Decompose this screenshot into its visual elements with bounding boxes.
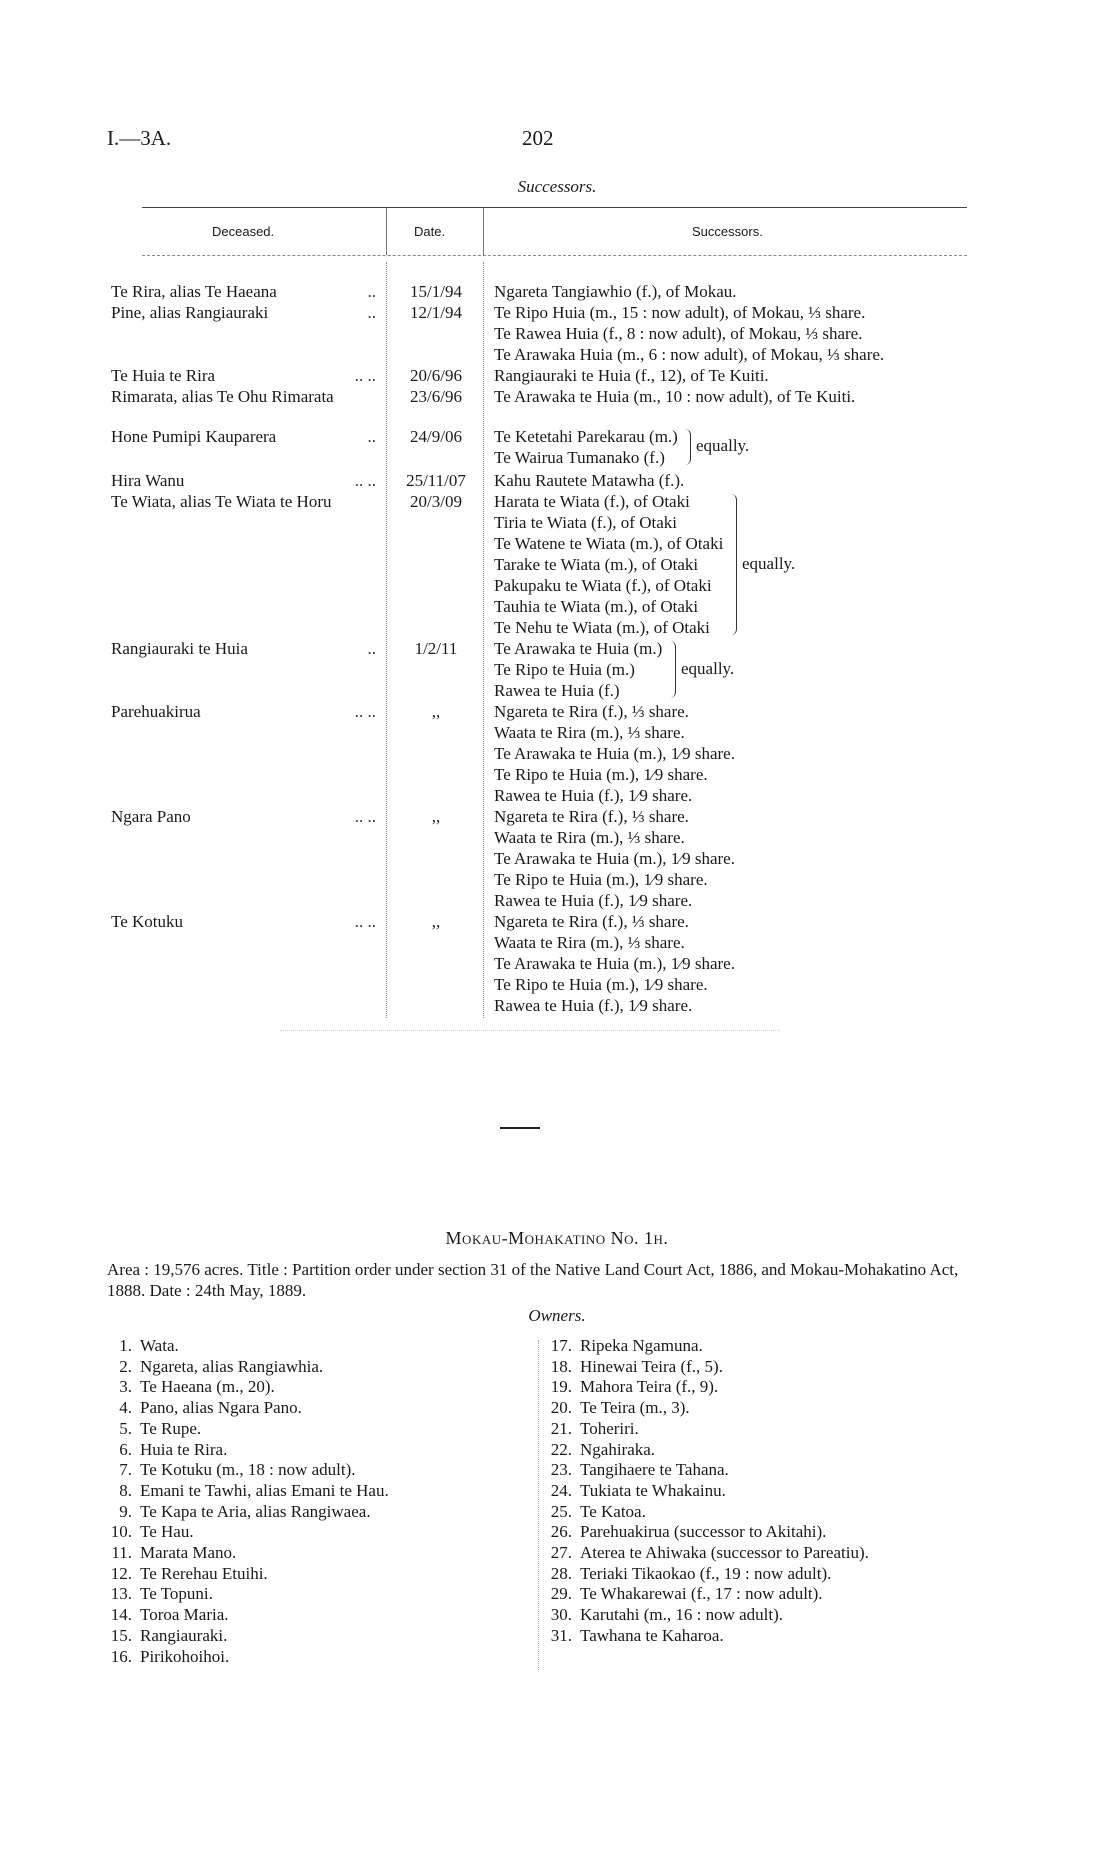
date-cell: ,, xyxy=(431,912,441,931)
deceased-name: Ngara Pano xyxy=(111,807,191,826)
date-cell: 23/6/96 xyxy=(410,387,462,406)
successor-entry: Waata te Rira (m.), ⅓ share. xyxy=(494,933,685,952)
deceased-name: Pine, alias Rangiauraki xyxy=(111,303,269,322)
owner-number: 28. xyxy=(550,1563,572,1583)
owner-name: Hinewai Teira (f., 5). xyxy=(580,1356,723,1376)
owner-number: 10. xyxy=(110,1522,132,1542)
date-cell: 15/1/94 xyxy=(410,282,462,301)
block-area-description: Area : 19,576 acres. Title : Partition order under section 31 of the Native Land Court Act, 1886, and Mokau-Mohakatino Act, 1888. Date : 24th May, 1889. xyxy=(107,1260,959,1300)
owner-number: 11. xyxy=(111,1543,132,1563)
successor-entry: Te Ripo Huia (m., 15 : now adult), of Mokau, ⅓ share. xyxy=(494,303,866,322)
date-cell: 24/9/06 xyxy=(410,427,462,446)
block-title-text: Mokau-Mohakatino No. 1h. xyxy=(445,1228,669,1248)
owner-list-item xyxy=(100,1584,389,1605)
owner-name: Te Rupe. xyxy=(140,1418,202,1438)
owners-column-divider xyxy=(538,1340,539,1670)
successor-entry: Te Arawaka te Huia (m.), 1⁄9 share. xyxy=(494,744,735,763)
owner-number: 7. xyxy=(119,1460,132,1480)
successor-entry: Tiria te Wiata (f.), of Otaki xyxy=(494,513,677,532)
owner-number: 8. xyxy=(119,1480,132,1500)
owners-list-right xyxy=(540,1336,869,1647)
date-cell: 1/2/11 xyxy=(414,639,458,658)
owner-number: 1. xyxy=(119,1336,132,1355)
owner-name: Tukiata te Whakainu. xyxy=(580,1480,726,1500)
successor-entry: Ngareta te Rira (f.), ⅓ share. xyxy=(494,807,689,826)
owner-name: Te Katoa. xyxy=(580,1501,646,1521)
owner-number: 26. xyxy=(550,1522,572,1542)
successor-entry: Ngareta Tangiawhio (f.), of Mokau. xyxy=(494,282,737,301)
successor-entry: Waata te Rira (m.), ⅓ share. xyxy=(494,723,685,742)
owner-list-item xyxy=(100,1626,389,1647)
successor-entry: Kahu Rautete Matawha (f.). xyxy=(494,471,685,490)
successor-entry: Te Arawaka te Huia (m., 10 : now adult), of Te Kuiti. xyxy=(494,387,856,406)
owner-number: 20. xyxy=(550,1398,572,1418)
table-bottom-rule xyxy=(280,1030,780,1031)
leader-dots: .. xyxy=(367,282,376,301)
successors-title: Successors. xyxy=(517,177,597,196)
deceased-name: Te Rira, alias Te Haeana xyxy=(111,282,277,301)
owner-name: Ngareta, alias Rangiawhia. xyxy=(140,1356,324,1376)
owner-name: Mahora Teira (f., 9). xyxy=(580,1377,719,1397)
grouping-brace xyxy=(684,429,691,465)
deceased-name: Hira Wanu xyxy=(111,471,185,490)
owner-list-item xyxy=(100,1647,389,1668)
leader-dots: .. xyxy=(367,639,376,658)
date-cell: 20/6/96 xyxy=(410,366,462,385)
owner-number: 22. xyxy=(550,1439,572,1459)
owner-list-item xyxy=(100,1336,389,1357)
owner-name: Rangiauraki. xyxy=(140,1625,228,1645)
successor-entry: Te Arawaka te Huia (m.) xyxy=(494,639,663,658)
owner-list-item xyxy=(540,1460,869,1481)
owner-number: 23. xyxy=(550,1460,572,1480)
owner-number: 16. xyxy=(110,1646,132,1666)
owner-list-item xyxy=(540,1564,869,1585)
equally-label: equally. xyxy=(742,553,796,573)
owner-list-item xyxy=(540,1440,869,1461)
successor-entry: Rawea te Huia (f.), 1⁄9 share. xyxy=(494,786,693,805)
owner-list-item xyxy=(540,1626,869,1647)
successor-entry: Rawea te Huia (f.), 1⁄9 share. xyxy=(494,891,693,910)
date-cell: ,, xyxy=(431,702,441,721)
owner-name: Tawhana te Kaharoa. xyxy=(580,1625,724,1645)
owner-number: 4. xyxy=(119,1398,132,1418)
document-reference: I.—3A. xyxy=(107,126,172,150)
block-title xyxy=(0,1228,1114,1249)
owner-list-item xyxy=(100,1357,389,1378)
deceased-name: Rangiauraki te Huia xyxy=(111,639,248,658)
deceased-name: Parehuakirua xyxy=(111,702,201,721)
successor-entry: Te Nehu te Wiata (m.), of Otaki xyxy=(494,618,710,637)
owner-number: 27. xyxy=(550,1543,572,1563)
owner-name: Te Topuni. xyxy=(140,1584,213,1604)
owner-list-item xyxy=(540,1377,869,1398)
owner-number: 13. xyxy=(110,1584,132,1604)
equally-label: equally. xyxy=(696,436,750,455)
successor-entry: Te Watene te Wiata (m.), of Otaki xyxy=(494,534,724,553)
owner-number: 5. xyxy=(119,1418,132,1438)
leader-dots: .. .. xyxy=(354,702,376,721)
successor-entry: Rawea te Huia (f.) xyxy=(494,681,620,700)
owner-list-item xyxy=(540,1584,869,1605)
owner-number: 2. xyxy=(119,1356,132,1376)
table-header-rule xyxy=(142,255,967,256)
owner-list-item xyxy=(540,1419,869,1440)
owner-name: Toroa Maria. xyxy=(140,1605,229,1625)
date-cell: ,, xyxy=(431,807,441,826)
owner-list-item xyxy=(100,1377,389,1398)
table-top-rule xyxy=(142,207,967,208)
successor-entry: Ngareta te Rira (f.), ⅓ share. xyxy=(494,912,689,931)
owner-name: Karutahi (m., 16 : now adult). xyxy=(580,1605,784,1625)
owner-name: Te Kotuku (m., 18 : now adult). xyxy=(140,1460,356,1480)
successor-entry: Te Ripo te Huia (m.), 1⁄9 share. xyxy=(494,870,708,889)
owner-number: 31. xyxy=(550,1625,572,1645)
deceased-name: Rimarata, alias Te Ohu Rimarata xyxy=(111,387,334,406)
owner-list-item xyxy=(100,1460,389,1481)
owner-name: Te Haeana (m., 20). xyxy=(140,1377,275,1397)
successor-entry: Te Ketetahi Parekarau (m.) xyxy=(494,427,678,446)
leader-dots: .. xyxy=(367,303,376,322)
leader-dots: .. .. xyxy=(354,366,376,385)
owner-number: 12. xyxy=(110,1563,132,1583)
column-divider-header-2 xyxy=(483,208,484,255)
owner-name: Wata. xyxy=(140,1336,179,1355)
successor-entry: Tarake te Wiata (m.), of Otaki xyxy=(494,555,699,574)
owner-name: Te Teira (m., 3). xyxy=(580,1398,690,1418)
column-divider-header-1 xyxy=(386,208,387,255)
deceased-name: Te Kotuku xyxy=(111,912,183,931)
owner-list-item xyxy=(100,1543,389,1564)
successor-entry: Pakupaku te Wiata (f.), of Otaki xyxy=(494,576,712,595)
owner-number: 19. xyxy=(550,1377,572,1397)
owner-name: Te Rerehau Etuihi. xyxy=(140,1563,268,1583)
owner-list-item xyxy=(100,1522,389,1543)
owner-list-item xyxy=(100,1605,389,1626)
owner-number: 14. xyxy=(110,1605,132,1625)
owner-list-item xyxy=(540,1336,869,1357)
owner-number: 30. xyxy=(550,1605,572,1625)
owner-name: Te Hau. xyxy=(140,1522,194,1542)
owner-number: 25. xyxy=(550,1501,572,1521)
column-header-deceased: Deceased. xyxy=(212,224,275,239)
section-divider xyxy=(500,1127,540,1129)
successor-entry: Harata te Wiata (f.), of Otaki xyxy=(494,492,690,511)
owner-list-item xyxy=(100,1398,389,1419)
successor-entry: Te Arawaka te Huia (m.), 1⁄9 share. xyxy=(494,849,735,868)
owner-list-item xyxy=(540,1522,869,1543)
successor-entry: Rangiauraki te Huia (f., 12), of Te Kuiti. xyxy=(494,366,769,385)
owner-number: 17. xyxy=(550,1336,572,1355)
successor-entry: Waata te Rira (m.), ⅓ share. xyxy=(494,828,685,847)
successor-entry: Te Rawea Huia (f., 8 : now adult), of Mokau, ⅓ share. xyxy=(494,324,863,343)
owner-list-item xyxy=(540,1543,869,1564)
owner-name: Ngahiraka. xyxy=(580,1439,656,1459)
owner-name: Pano, alias Ngara Pano. xyxy=(140,1398,302,1418)
page-number: 202 xyxy=(522,126,554,150)
owner-name: Teriaki Tikaokao (f., 19 : now adult). xyxy=(580,1563,832,1583)
owner-name: Huia te Rira. xyxy=(140,1439,228,1459)
successor-entry: Te Ripo te Huia (m.), 1⁄9 share. xyxy=(494,765,708,784)
owner-number: 29. xyxy=(550,1584,572,1604)
owner-name: Te Whakarewai (f., 17 : now adult). xyxy=(580,1584,823,1604)
successor-entry: Te Arawaka Huia (m., 6 : now adult), of Mokau, ⅓ share. xyxy=(494,345,885,364)
date-cell: 12/1/94 xyxy=(410,303,462,322)
successor-entry: Rawea te Huia (f.), 1⁄9 share. xyxy=(494,996,693,1015)
owner-list-item xyxy=(540,1398,869,1419)
owner-number: 6. xyxy=(119,1439,132,1459)
owner-name: Aterea te Ahiwaka (successor to Pareatiu). xyxy=(580,1543,869,1563)
column-header-successors: Successors. xyxy=(692,224,763,239)
date-cell: 25/11/07 xyxy=(406,471,466,490)
owner-name: Te Kapa te Aria, alias Rangiwaea. xyxy=(140,1501,371,1521)
equally-label: equally. xyxy=(681,658,735,678)
owner-number: 18. xyxy=(550,1356,572,1376)
successor-entry: Tauhia te Wiata (m.), of Otaki xyxy=(494,597,699,616)
successor-entry: Te Ripo te Huia (m.) xyxy=(494,660,635,679)
owner-name: Tangihaere te Tahana. xyxy=(580,1460,729,1480)
successor-entry: Te Arawaka te Huia (m.), 1⁄9 share. xyxy=(494,954,735,973)
owner-list-item xyxy=(540,1605,869,1626)
owner-list-item xyxy=(100,1481,389,1502)
deceased-name: Hone Pumipi Kauparera xyxy=(111,427,277,446)
successor-entry: Te Wairua Tumanako (f.) xyxy=(494,448,665,467)
successor-entry: Ngareta te Rira (f.), ⅓ share. xyxy=(494,702,689,721)
owner-list-item xyxy=(540,1357,869,1378)
leader-dots: .. .. xyxy=(354,807,376,826)
grouping-brace xyxy=(669,641,676,698)
owner-number: 9. xyxy=(119,1501,132,1521)
grouping-brace xyxy=(730,494,737,635)
owner-name: Emani te Tawhi, alias Emani te Hau. xyxy=(140,1480,389,1500)
deceased-name: Te Huia te Rira xyxy=(111,366,216,385)
successor-entry: Te Ripo te Huia (m.), 1⁄9 share. xyxy=(494,975,708,994)
owner-name: Pirikohoihoi. xyxy=(140,1646,230,1666)
owner-name: Parehuakirua (successor to Akitahi). xyxy=(580,1522,827,1542)
owner-list-item xyxy=(100,1502,389,1523)
owner-name: Ripeka Ngamuna. xyxy=(580,1336,703,1355)
owner-name: Marata Mano. xyxy=(140,1543,237,1563)
leader-dots: .. .. xyxy=(354,471,376,490)
owners-list-left xyxy=(100,1336,389,1667)
column-header-date: Date. xyxy=(414,224,446,239)
owner-list-item xyxy=(540,1481,869,1502)
owner-list-item xyxy=(100,1564,389,1585)
owner-name: Toheriri. xyxy=(580,1418,639,1438)
leader-dots: .. xyxy=(367,427,376,446)
owner-number: 24. xyxy=(550,1480,572,1500)
owner-list-item xyxy=(100,1419,389,1440)
owner-list-item xyxy=(540,1502,869,1523)
owners-title: Owners. xyxy=(528,1306,586,1325)
owner-list-item xyxy=(100,1440,389,1461)
deceased-name: Te Wiata, alias Te Wiata te Horu xyxy=(111,492,332,511)
owner-number: 3. xyxy=(119,1377,132,1397)
leader-dots: .. .. xyxy=(354,912,376,931)
owner-number: 21. xyxy=(550,1418,572,1438)
date-cell: 20/3/09 xyxy=(410,492,462,511)
owner-number: 15. xyxy=(110,1625,132,1645)
